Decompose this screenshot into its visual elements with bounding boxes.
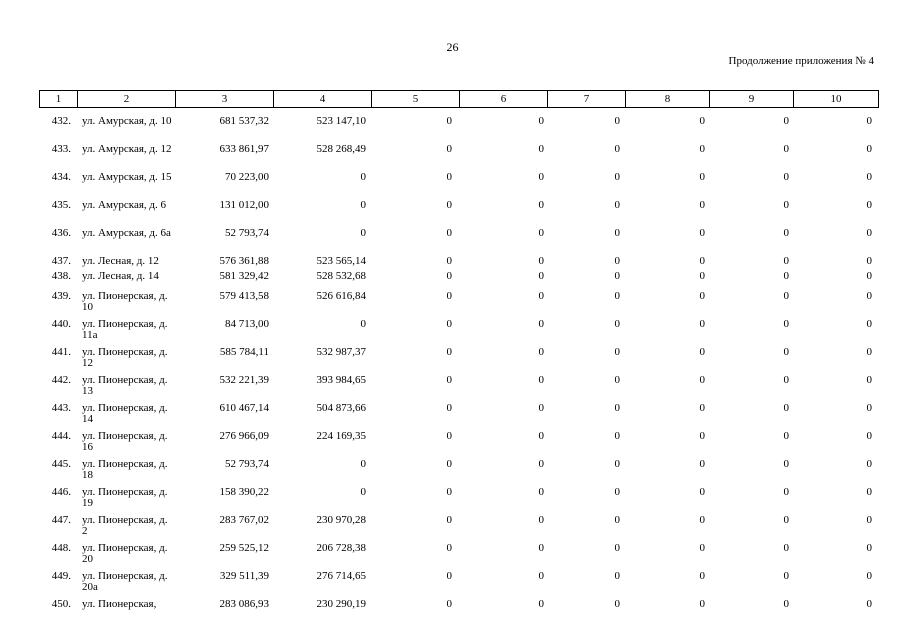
row-col-6: 0 (538, 514, 544, 526)
row-address: ул. Амурская, д. 6а (82, 227, 171, 239)
row-col-10: 0 (866, 458, 872, 470)
row-address: ул. Амурская, д. 12 (82, 143, 172, 155)
row-address: ул. Пионерская, д. 14 (82, 402, 168, 425)
row-col-10: 0 (866, 143, 872, 155)
row-col-3: 52 793,74 (225, 458, 269, 470)
row-col-8: 0 (699, 255, 705, 267)
row-col-3: 532 221,39 (219, 374, 269, 386)
row-col-6: 0 (538, 270, 544, 282)
row-col-9: 0 (783, 570, 789, 582)
row-col-7: 0 (614, 346, 620, 358)
row-col-3: 84 713,00 (225, 318, 269, 330)
row-address: ул. Лесная, д. 12 (82, 255, 159, 267)
row-col-4: 0 (360, 318, 366, 330)
row-address: ул. Пионерская, д. 20а (82, 570, 168, 593)
row-col-4: 276 714,65 (316, 570, 366, 582)
row-col-9: 0 (783, 346, 789, 358)
row-col-4: 0 (360, 171, 366, 183)
row-col-4: 0 (360, 458, 366, 470)
row-col-8: 0 (699, 542, 705, 554)
row-col-10: 0 (866, 290, 872, 302)
row-number: 440. (51, 318, 71, 330)
row-col-8: 0 (699, 374, 705, 386)
row-address: ул. Пионерская, д. 19 (82, 486, 168, 509)
row-col-3: 579 413,58 (219, 290, 269, 302)
row-col-10: 0 (866, 346, 872, 358)
row-col-9: 0 (783, 290, 789, 302)
row-col-10: 0 (866, 542, 872, 554)
row-col-7: 0 (614, 570, 620, 582)
row-col-7: 0 (614, 227, 620, 239)
row-col-5: 0 (446, 290, 452, 302)
row-col-6: 0 (538, 346, 544, 358)
column-header: 2 (78, 91, 176, 108)
row-address: ул. Амурская, д. 6 (82, 199, 167, 211)
row-col-3: 581 329,42 (219, 270, 269, 282)
row-col-8: 0 (699, 290, 705, 302)
row-col-3: 681 537,32 (219, 115, 269, 127)
row-col-4: 0 (360, 486, 366, 498)
column-header: 1 (40, 91, 78, 108)
row-col-5: 0 (446, 514, 452, 526)
column-header: 10 (794, 91, 879, 108)
row-col-3: 576 361,88 (219, 255, 269, 267)
row-col-9: 0 (783, 199, 789, 211)
row-col-10: 0 (866, 402, 872, 414)
row-number: 438. (51, 270, 71, 282)
row-col-5: 0 (446, 227, 452, 239)
row-col-4: 224 169,35 (316, 430, 366, 442)
row-col-5: 0 (446, 598, 452, 610)
row-col-7: 0 (614, 458, 620, 470)
row-col-10: 0 (866, 227, 872, 239)
row-number: 448. (51, 542, 71, 554)
row-col-7: 0 (614, 402, 620, 414)
row-col-5: 0 (446, 270, 452, 282)
row-col-10: 0 (866, 115, 872, 127)
row-col-6: 0 (538, 458, 544, 470)
row-col-3: 610 467,14 (219, 402, 269, 414)
row-col-5: 0 (446, 171, 452, 183)
row-col-10: 0 (866, 598, 872, 610)
column-header: 4 (274, 91, 372, 108)
row-col-6: 0 (538, 486, 544, 498)
row-address: ул. Пионерская, (82, 598, 157, 610)
row-col-6: 0 (538, 199, 544, 211)
row-address: ул. Пионерская, д. 10 (82, 290, 168, 313)
row-col-4: 523 565,14 (316, 255, 366, 267)
row-col-7: 0 (614, 199, 620, 211)
row-number: 447. (51, 514, 71, 526)
row-col-10: 0 (866, 430, 872, 442)
row-col-7: 0 (614, 143, 620, 155)
row-address: ул. Амурская, д. 15 (82, 171, 172, 183)
row-col-8: 0 (699, 270, 705, 282)
continuation-caption: Продолжение приложения № 4 (728, 55, 874, 67)
column-header: 9 (710, 91, 794, 108)
row-col-4: 393 984,65 (316, 374, 366, 386)
row-col-10: 0 (866, 374, 872, 386)
column-header: 8 (626, 91, 710, 108)
column-header: 7 (548, 91, 626, 108)
row-address: ул. Пионерская, д. 18 (82, 458, 168, 481)
row-number: 441. (51, 346, 71, 358)
row-address: ул. Пионерская, д. 16 (82, 430, 168, 453)
row-col-7: 0 (614, 255, 620, 267)
row-col-8: 0 (699, 486, 705, 498)
row-col-7: 0 (614, 374, 620, 386)
row-col-6: 0 (538, 570, 544, 582)
row-address: ул. Пионерская, д. 13 (82, 374, 168, 397)
row-col-8: 0 (699, 570, 705, 582)
row-col-6: 0 (538, 290, 544, 302)
column-header: 6 (460, 91, 548, 108)
column-header: 5 (372, 91, 460, 108)
row-col-6: 0 (538, 542, 544, 554)
row-col-6: 0 (538, 318, 544, 330)
row-address: ул. Амурская, д. 10 (82, 115, 172, 127)
row-col-4: 504 873,66 (316, 402, 366, 414)
row-col-4: 523 147,10 (316, 115, 366, 127)
row-number: 444. (51, 430, 71, 442)
row-col-10: 0 (866, 270, 872, 282)
row-col-6: 0 (538, 255, 544, 267)
row-address: ул. Пионерская, д. 12 (82, 346, 168, 369)
row-col-3: 52 793,74 (225, 227, 269, 239)
row-col-5: 0 (446, 430, 452, 442)
row-col-5: 0 (446, 318, 452, 330)
row-col-10: 0 (866, 318, 872, 330)
row-col-6: 0 (538, 143, 544, 155)
row-col-7: 0 (614, 430, 620, 442)
row-col-3: 633 861,97 (219, 143, 269, 155)
row-col-8: 0 (699, 598, 705, 610)
row-col-9: 0 (783, 227, 789, 239)
row-col-8: 0 (699, 318, 705, 330)
row-number: 442. (51, 374, 71, 386)
row-col-8: 0 (699, 514, 705, 526)
row-col-5: 0 (446, 402, 452, 414)
row-number: 433. (51, 143, 71, 155)
row-col-6: 0 (538, 115, 544, 127)
row-col-3: 329 511,39 (219, 570, 269, 582)
row-col-9: 0 (783, 143, 789, 155)
row-col-5: 0 (446, 143, 452, 155)
row-col-9: 0 (783, 270, 789, 282)
row-col-9: 0 (783, 374, 789, 386)
row-col-9: 0 (783, 598, 789, 610)
row-col-10: 0 (866, 486, 872, 498)
row-col-5: 0 (446, 199, 452, 211)
row-col-10: 0 (866, 514, 872, 526)
row-number: 434. (51, 171, 71, 183)
row-number: 449. (51, 570, 71, 582)
row-col-10: 0 (866, 255, 872, 267)
row-col-3: 276 966,09 (219, 430, 269, 442)
row-col-9: 0 (783, 514, 789, 526)
row-col-7: 0 (614, 542, 620, 554)
row-col-4: 528 268,49 (316, 143, 366, 155)
row-number: 439. (51, 290, 71, 302)
row-col-9: 0 (783, 318, 789, 330)
row-col-8: 0 (699, 143, 705, 155)
row-number: 446. (51, 486, 71, 498)
row-number: 432. (51, 115, 71, 127)
row-col-9: 0 (783, 255, 789, 267)
row-col-4: 528 532,68 (316, 270, 366, 282)
row-address: ул. Пионерская, д. 2 (82, 514, 168, 537)
row-col-5: 0 (446, 542, 452, 554)
row-col-5: 0 (446, 346, 452, 358)
row-col-9: 0 (783, 486, 789, 498)
row-col-8: 0 (699, 402, 705, 414)
row-col-6: 0 (538, 227, 544, 239)
row-col-3: 283 086,93 (219, 598, 269, 610)
row-col-9: 0 (783, 171, 789, 183)
row-col-8: 0 (699, 346, 705, 358)
row-col-4: 532 987,37 (316, 346, 366, 358)
row-col-3: 158 390,22 (219, 486, 269, 498)
row-col-10: 0 (866, 171, 872, 183)
row-col-7: 0 (614, 598, 620, 610)
row-col-7: 0 (614, 290, 620, 302)
row-col-5: 0 (446, 570, 452, 582)
page-number: 26 (446, 40, 459, 54)
row-col-8: 0 (699, 199, 705, 211)
row-col-6: 0 (538, 430, 544, 442)
row-address: ул. Пионерская, д. 20 (82, 542, 168, 565)
row-col-7: 0 (614, 514, 620, 526)
row-col-4: 526 616,84 (316, 290, 366, 302)
row-col-9: 0 (783, 402, 789, 414)
row-col-6: 0 (538, 374, 544, 386)
row-col-10: 0 (866, 570, 872, 582)
row-col-7: 0 (614, 318, 620, 330)
row-col-5: 0 (446, 458, 452, 470)
row-col-3: 131 012,00 (219, 199, 269, 211)
row-col-8: 0 (699, 227, 705, 239)
row-col-8: 0 (699, 458, 705, 470)
row-col-9: 0 (783, 542, 789, 554)
row-col-3: 283 767,02 (219, 514, 269, 526)
row-col-8: 0 (699, 115, 705, 127)
row-col-5: 0 (446, 374, 452, 386)
row-col-5: 0 (446, 255, 452, 267)
row-col-4: 230 290,19 (316, 598, 366, 610)
row-address: ул. Лесная, д. 14 (82, 270, 159, 282)
row-col-9: 0 (783, 430, 789, 442)
row-col-6: 0 (538, 598, 544, 610)
row-col-7: 0 (614, 171, 620, 183)
row-number: 445. (51, 458, 71, 470)
row-col-7: 0 (614, 115, 620, 127)
row-col-3: 70 223,00 (225, 171, 269, 183)
row-address: ул. Пионерская, д. 11а (82, 318, 168, 341)
row-col-7: 0 (614, 486, 620, 498)
row-col-4: 230 970,28 (316, 514, 366, 526)
row-col-4: 206 728,38 (316, 542, 366, 554)
row-col-9: 0 (783, 458, 789, 470)
row-col-6: 0 (538, 402, 544, 414)
row-col-9: 0 (783, 115, 789, 127)
row-number: 450. (51, 598, 71, 610)
row-col-4: 0 (360, 199, 366, 211)
row-col-6: 0 (538, 171, 544, 183)
row-col-5: 0 (446, 115, 452, 127)
row-col-4: 0 (360, 227, 366, 239)
row-col-3: 259 525,12 (219, 542, 269, 554)
row-col-3: 585 784,11 (219, 346, 269, 358)
column-header: 3 (176, 91, 274, 108)
row-col-8: 0 (699, 171, 705, 183)
row-number: 435. (51, 199, 71, 211)
row-col-8: 0 (699, 430, 705, 442)
row-number: 437. (51, 255, 71, 267)
row-number: 443. (51, 402, 71, 414)
row-col-10: 0 (866, 199, 872, 211)
row-col-7: 0 (614, 270, 620, 282)
row-col-5: 0 (446, 486, 452, 498)
row-number: 436. (51, 227, 71, 239)
